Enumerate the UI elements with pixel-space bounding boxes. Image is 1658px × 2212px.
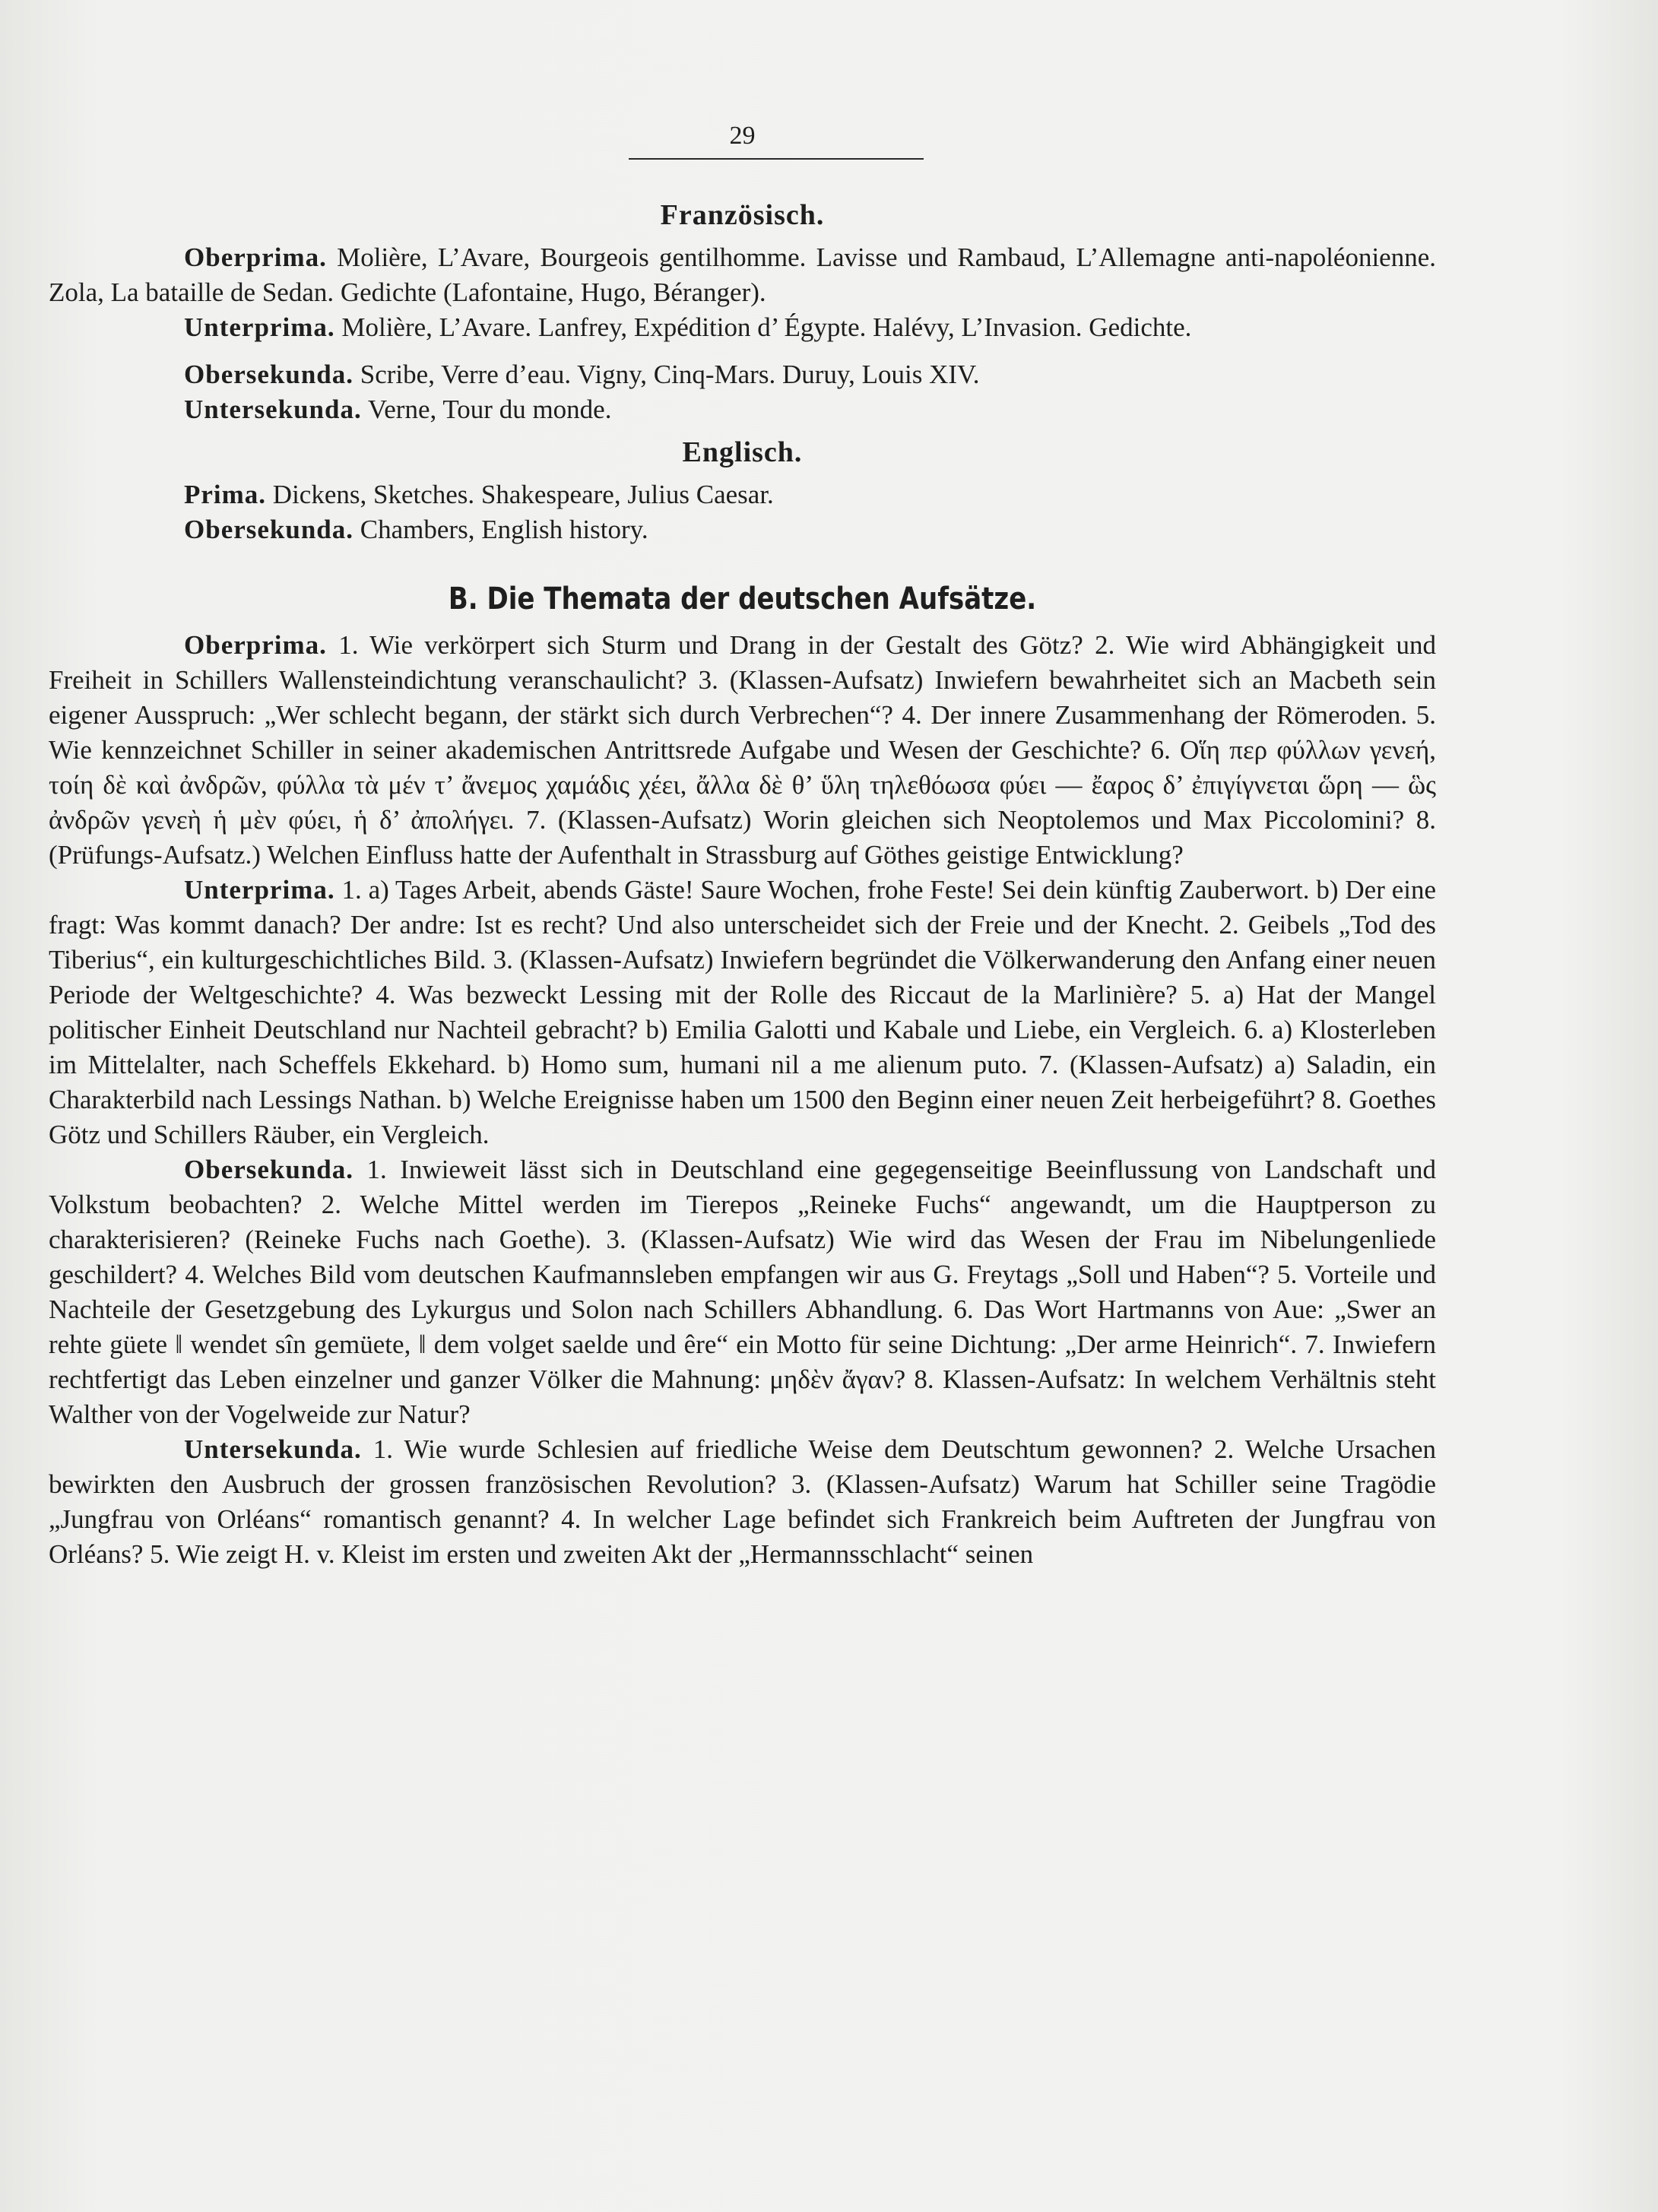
page-number: 29 — [729, 122, 756, 150]
text-french-untersekunda: Verne, Tour du monde. — [367, 395, 612, 424]
english-obersekunda — [49, 512, 1436, 547]
label-obersekunda: Obersekunda. — [184, 515, 354, 544]
french-untersekunda — [49, 392, 1436, 427]
label-prima: Prima. — [184, 480, 267, 509]
text-english-prima: Dickens, Sketches. Shakespeare, Julius Caesar. — [272, 480, 774, 509]
text-themata-oberprima: 1. Wie verkörpert sich Sturm und Drang in der Gestalt des Götz? 2. Wie wird Abhängigkeit und Freiheit in Schillers Wallensteindichtung veranschaulicht? 3. (Klassen-Aufsatz) Inwiefern bewahrheitet sich an Macbeth sein eigener Ausspruch: „Wer schlecht begann, der stärkt sich durch Verbrechen“? 4. Der innere Zusammenhang der Römeroden. 5. Wie kennzeichnet Schiller in seiner akademischen Antrittsrede Aufgabe und Wesen der Geschichte? 6. Οἵη περ φύλλων γενεή, τοίη δὲ καὶ ἀνδρῶν, φύλλα τὰ μέν τ’ ἄνεμος χαμάδις χέει, ἄλλα δὲ θ’ ὕλη τηλεθόωσα φύει — ἔαρος δ’ ἐπιγίγνεται ὥρη — ὣς ἀνδρῶν γενεὴ ἡ μὲν φύει, ἡ δ’ ἀπολήγει. 7. (Klassen-Aufsatz) Worin gleichen sich Neoptolemos und Max Piccolomini? 8. (Prüfungs-Aufsatz.) Welchen Einfluss hatte der Aufenthalt in Strassburg auf Göthes geistige Entwicklung? — [49, 630, 1437, 870]
english-prima — [49, 477, 1436, 512]
text-french-unterprima: Molière, L’Avare. Lanfrey, Expédition d’ Égypte. Halévy, L’Invasion. Gedichte. — [341, 312, 1192, 342]
label-obersekunda: Obersekunda. — [184, 360, 354, 389]
text-themata-untersekunda: 1. Wie wurde Schlesien auf friedliche Weise dem Deutschtum gewonnen? 2. Welche Ursachen bewirkten den Ausbruch der grossen französischen Revolution? 3. (Klassen-Aufsatz) Warum hat Schiller seine Tragödie „Jungfrau von Orléans“ romantisch genannt? 4. In welcher Lage befindet sich Frankreich beim Auftreten der Jungfrau von Orléans? 5. Wie zeigt H. v. Kleist im ersten und zweiten Akt der „Hermannsschlacht“ seinen — [49, 1434, 1437, 1569]
themata-unterprima — [49, 873, 1436, 1152]
heading-french: Französisch. — [660, 199, 825, 231]
label-oberprima: Oberprima. — [184, 630, 327, 660]
spacer — [49, 547, 1436, 570]
heading-english: Englisch. — [682, 436, 803, 468]
spacer — [49, 345, 1436, 357]
body-text — [49, 190, 1436, 1572]
label-oberprima: Oberprima. — [184, 242, 327, 272]
label-obersekunda: Obersekunda. — [184, 1155, 354, 1184]
heading-themata: B. Die Themata der deutschen Aufsätze. — [448, 582, 1037, 616]
french-oberprima — [49, 240, 1436, 310]
text-french-oberprima: Molière, L’Avare, Bourgeois gentilhomme. Lavisse und Rambaud, L’Allemagne anti-napoléonienne. Zola, La bataille de Sedan. Gedichte (Lafontaine, Hugo, Béranger). — [49, 242, 1437, 307]
text-themata-unterprima: 1. a) Tages Arbeit, abends Gäste! Saure Wochen, frohe Feste! Sei dein künftig Zauberwort. b) Der eine fragt: Was kommt danach? Der andre: Ist es recht? Und also unterscheidet sich der Freie und der Knecht. 2. Geibels „Tod des Tiberius“, ein kulturgeschichtliches Bild. 3. (Klassen-Aufsatz) Inwiefern begründet die Völkerwanderung den Anfang einer neuen Periode der Weltgeschichte? 4. Was bezweckt Lessing mit der Rolle des Riccaut de la Marlinière? 5. a) Hat der Mangel politischer Einheit Deutschland nur Nachteil gebracht? b) Emilia Galotti und Kabale und Liebe, ein Vergleich. 6. a) Klosterleben im Mittelalter, nach Scheffels Ekkehard. b) Homo sum, humani nil a me alienum puto. 7. (Klassen-Aufsatz) a) Saladin, ein Charakterbild nach Lessings Nathan. b) Welche Ereignisse haben um 1500 den Beginn einer neuen Zeit herbeigeführt? 8. Goethes Götz und Schillers Räuber, ein Vergleich. — [49, 875, 1437, 1149]
label-unterprima: Unterprima. — [184, 875, 335, 905]
themata-oberprima — [49, 628, 1436, 873]
text-themata-obersekunda: 1. Inwieweit lässt sich in Deutschland eine gegegenseitige Beeinflussung von Landschaft und Volkstum beobachten? 2. Welche Mittel werden im Tierepos „Reineke Fuchs“ angewandt, um die Hauptperson zu charakterisieren? (Reineke Fuchs nach Goethe). 3. (Klassen-Aufsatz) Wie wird das Wesen der Frau im Nibelungenliede geschildert? 4. Welches Bild vom deutschen Kaufmannsleben empfangen wir aus G. Freytags „Soll und Haben“? 5. Vorteile und Nachteile der Gesetzgebung des Lykurgus und Solon nach Schillers Abhandlung. 6. Das Wort Hartmanns von Aue: „Swer an rehte güete ‖ wendet sîn gemüete, ‖ dem volget saelde und êre“ ein Motto für seine Dichtung: „Der arme Heinrich“. 7. Inwiefern rechtfertigt das Leben einzelner und ganzer Völker die Mahnung: μηδὲν ἄγαν? 8. Klassen-Aufsatz: In welchem Verhältnis steht Walther von der Vogelweide zur Natur? — [49, 1155, 1436, 1429]
french-obersekunda — [49, 357, 1436, 392]
label-untersekunda: Untersekunda. — [184, 1434, 362, 1464]
themata-untersekunda — [49, 1432, 1436, 1572]
label-untersekunda: Untersekunda. — [184, 395, 362, 424]
text-french-obersekunda: Scribe, Verre d’eau. Vigny, Cinq-Mars. Duruy, Louis XIV. — [360, 360, 980, 389]
themata-obersekunda — [49, 1152, 1436, 1432]
text-english-obersekunda: Chambers, English history. — [360, 515, 648, 544]
header-rule — [629, 158, 924, 160]
french-unterprima — [49, 310, 1436, 345]
label-unterprima: Unterprima. — [184, 312, 335, 342]
